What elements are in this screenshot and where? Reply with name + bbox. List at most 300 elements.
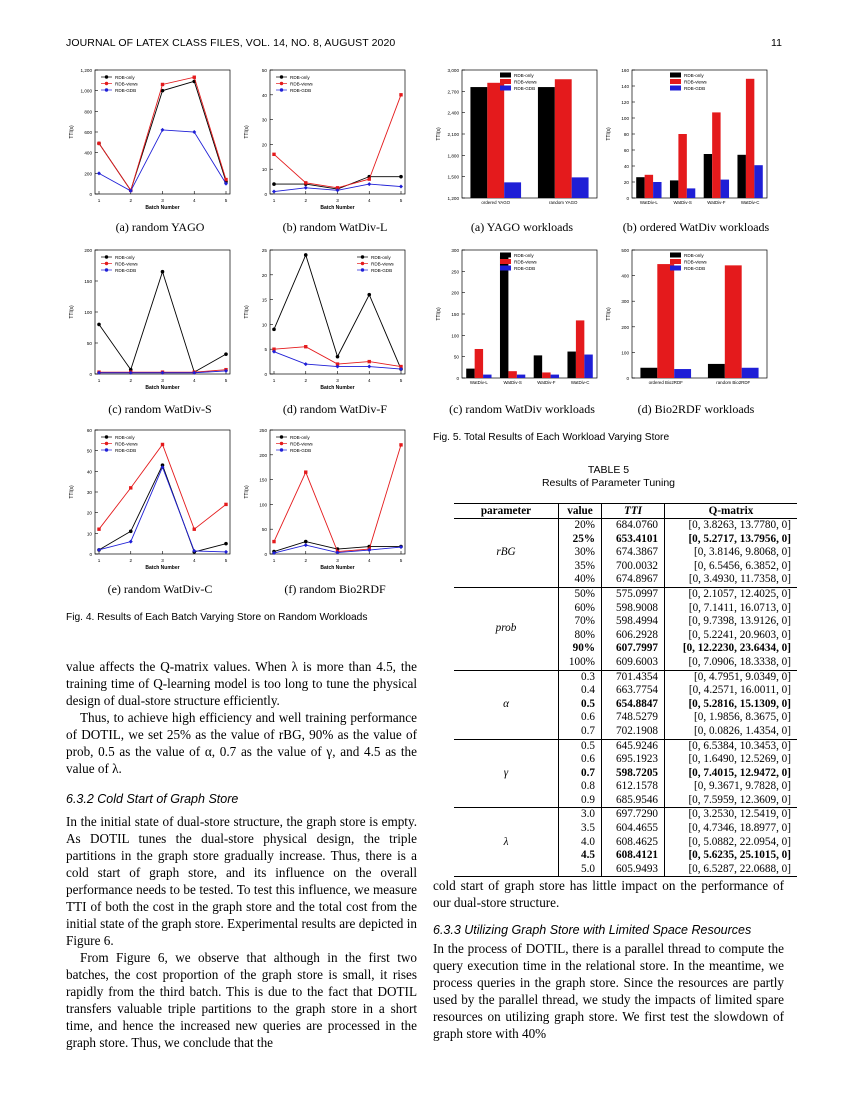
cell-qm: [0, 5.2816, 15.1309, 0]	[688, 697, 791, 710]
bar-rdb-gdb	[572, 177, 589, 198]
bar-rdb-gdb	[483, 375, 491, 378]
legend-marker	[361, 268, 364, 271]
line-chart-svg	[240, 246, 415, 396]
y-tick-label: 1,000	[80, 88, 92, 94]
legend-swatch	[670, 266, 681, 271]
point-rdb-gdb	[272, 190, 276, 194]
x-tick-label: 1	[272, 198, 276, 203]
point-rdb-only	[97, 323, 101, 327]
y-tick-label: 20	[261, 142, 267, 148]
x-axis-label: Batch Number	[320, 565, 355, 571]
legend-label: RDB-views	[290, 441, 313, 447]
x-category-label: ordered YAGO	[481, 200, 511, 205]
x-tick-label: 5	[224, 198, 228, 203]
legend-label: RDB-GDB	[514, 85, 536, 91]
cell-qm: [0, 6.5287, 22.0688, 0]	[688, 862, 791, 875]
legend-marker	[105, 255, 108, 258]
bar-rdb-views	[487, 83, 504, 198]
chart-ordered-watdiv-workloads	[602, 66, 777, 216]
legend-label: RDB-only	[290, 74, 310, 80]
point-rdb-views	[224, 178, 227, 181]
bar-rdb-gdb	[551, 375, 559, 378]
th-qmatrix: Q-matrix	[708, 505, 754, 517]
point-rdb-only	[129, 529, 133, 533]
legend-label: RDB-only	[290, 434, 310, 440]
point-rdb-gdb	[304, 186, 308, 190]
x-tick-label: 3	[336, 198, 339, 203]
bar-rdb-views	[508, 371, 516, 378]
legend-marker	[105, 448, 108, 451]
cell-val: 70%	[559, 615, 602, 629]
cell-tti: 612.1578	[602, 780, 665, 794]
chart-random-watdiv-c	[65, 426, 240, 576]
point-rdb-views	[161, 83, 164, 86]
x-tick-label: 2	[129, 378, 133, 383]
y-tick-label: 100	[621, 350, 629, 356]
cell-tti: 598.7205	[602, 767, 665, 781]
point-rdb-gdb	[224, 550, 228, 554]
cell-val: 3.0	[559, 808, 602, 822]
x-axis-label: Batch Number	[145, 385, 180, 391]
cell-qm: [0, 7.0906, 18.3338, 0]	[688, 655, 791, 668]
paragraph-settings: Thus, to achieve high efficiency and well training performance of DOTIL, we set 25% as the value of rBG, 90% as the value of prob, 0.5 as the value of α, 0.7 as the value of γ, and 4.5 as the value of λ.	[66, 710, 417, 776]
series-line-rdb-gdb	[99, 130, 226, 191]
cell-val: 0.3	[559, 670, 602, 684]
cell-val: 40%	[559, 573, 602, 587]
x-tick-label: 1	[97, 198, 101, 203]
legend-label: RDB-views	[684, 79, 707, 85]
cell-qm: [0, 9.7398, 13.9126, 0]	[688, 615, 791, 628]
y-axis-label: TTI(s)	[436, 307, 442, 321]
legend-marker	[105, 75, 108, 78]
y-tick-label: 0	[626, 196, 629, 201]
y-axis-label: TTI(s)	[69, 125, 75, 139]
cell-qm: [0, 7.1411, 16.0713, 0]	[688, 601, 791, 614]
legend-label: RDB-GDB	[684, 85, 706, 91]
x-tick-label: 2	[304, 558, 308, 563]
y-tick-label: 10	[261, 167, 267, 173]
bar-rdb-only	[470, 87, 487, 198]
cell-val: 50%	[559, 587, 602, 601]
y-tick-label: 0	[89, 372, 92, 377]
cell-qm: [0, 1.9856, 8.3675, 0]	[694, 711, 791, 724]
x-tick-label: 4	[367, 198, 371, 203]
legend-swatch	[500, 259, 511, 264]
y-axis-label: TTI(s)	[606, 307, 612, 321]
cell-val: 30%	[559, 546, 602, 560]
x-category-label: WatDiv-S	[673, 200, 692, 205]
legend-label: RDB-GDB	[684, 265, 706, 271]
x-tick-label: 1	[272, 378, 276, 383]
y-tick-label: 150	[84, 279, 92, 284]
bar-rdb-only	[534, 355, 542, 378]
y-tick-label: 30	[86, 490, 92, 495]
param-name: γ	[503, 766, 509, 779]
bar-rdb-only	[670, 180, 678, 198]
legend-marker	[105, 435, 108, 438]
param-name-cell	[454, 739, 559, 808]
point-rdb-only	[272, 182, 276, 186]
paragraph-limited-resources: In the process of DOTIL, there is a parallel thread to compute the query execution time in the relational store. In the meantime, we process queries in the graph store. Since the resources are partly used by the parallel thread, we study the impacts of limited spare resources on utilizing graph store. We first test the slowdown of graph store with 40%	[433, 941, 784, 1041]
cell-val: 4.0	[559, 836, 602, 850]
running-header: JOURNAL OF LATEX CLASS FILES, VOL. 14, NO. 8, AUGUST 2020	[66, 37, 396, 49]
table-row	[454, 670, 797, 684]
param-name-cell	[454, 587, 559, 670]
cell-tti: 654.8847	[602, 698, 665, 712]
bar-rdb-only	[500, 256, 508, 378]
cell-qm: [0, 4.7951, 9.0349, 0]	[694, 670, 791, 683]
right-column-text-2	[433, 940, 784, 1042]
cell-tti: 609.6003	[602, 656, 665, 670]
point-rdb-only	[304, 540, 308, 544]
point-rdb-views	[224, 503, 227, 506]
legend-label: RDB-only	[371, 254, 391, 260]
table-group	[454, 808, 797, 877]
bar-rdb-views	[725, 265, 742, 378]
point-rdb-views	[97, 528, 100, 531]
x-category-label: WatDiv-S	[503, 380, 522, 385]
cell-val: 0.5	[559, 739, 602, 753]
bar-chart-svg	[602, 246, 777, 396]
cell-val: 3.5	[559, 822, 602, 836]
point-rdb-views	[129, 486, 132, 489]
cell-tti: 685.9546	[602, 794, 665, 808]
param-name-cell	[454, 670, 559, 739]
x-tick-label: 5	[224, 558, 228, 563]
y-tick-label: 600	[84, 130, 92, 135]
cell-tti: 606.2928	[602, 629, 665, 643]
legend-label: RDB-only	[684, 252, 704, 258]
param-name: λ	[503, 835, 509, 848]
point-rdb-views	[368, 360, 371, 363]
legend-label: RDB-views	[684, 259, 707, 265]
y-tick-label: 2,400	[447, 110, 459, 116]
cell-tti: 701.4354	[602, 670, 665, 684]
table-group	[454, 670, 797, 739]
legend-label: RDB-views	[115, 441, 138, 447]
y-tick-label: 20	[261, 272, 267, 278]
x-tick-label: 2	[304, 198, 308, 203]
x-tick-label: 1	[97, 378, 101, 383]
cell-val: 4.5	[559, 849, 602, 863]
x-tick-label: 5	[399, 198, 403, 203]
point-rdb-gdb	[192, 130, 196, 134]
bar-chart-svg	[432, 66, 607, 216]
cell-val: 90%	[559, 642, 602, 656]
series-line-rdb-views	[274, 95, 401, 188]
series-line-rdb-views	[99, 444, 226, 529]
cell-val: 0.5	[559, 698, 602, 712]
y-tick-label: 80	[623, 132, 629, 137]
x-category-label: WatDiv-F	[707, 200, 726, 205]
x-tick-label: 4	[367, 558, 371, 563]
legend-label: RDB-views	[514, 259, 537, 265]
y-tick-label: 0	[264, 372, 267, 377]
point-rdb-views	[193, 76, 196, 79]
legend-swatch	[670, 79, 681, 84]
y-tick-label: 50	[86, 448, 92, 454]
chart-random-watdiv-l	[240, 66, 415, 216]
y-axis-label: TTI(s)	[244, 125, 250, 139]
cell-val: 80%	[559, 629, 602, 643]
point-rdb-gdb	[304, 362, 308, 366]
x-tick-label: 1	[97, 558, 101, 563]
y-tick-label: 50	[453, 354, 459, 360]
cell-val: 0.7	[559, 767, 602, 781]
cell-tti: 697.7290	[602, 808, 665, 822]
point-rdb-views	[399, 93, 402, 96]
x-axis-label: Batch Number	[145, 205, 180, 211]
section-heading-6-3-2: 6.3.2 Cold Start of Graph Store	[66, 792, 239, 806]
x-category-label: ordered Bio2RDF	[648, 380, 683, 385]
y-tick-label: 10	[261, 322, 267, 328]
point-rdb-gdb	[161, 128, 165, 132]
cell-tti: 645.9246	[602, 739, 665, 753]
bar-rdb-only	[640, 368, 657, 378]
y-axis-label: TTI(s)	[606, 127, 612, 141]
left-column-text	[66, 658, 417, 777]
table-caption	[433, 464, 784, 490]
bar-rdb-gdb	[517, 375, 525, 378]
x-tick-label: 3	[336, 378, 339, 383]
bar-rdb-only	[737, 155, 745, 198]
bar-rdb-gdb	[687, 188, 695, 198]
y-tick-label: 400	[621, 273, 629, 279]
bar-rdb-gdb	[721, 180, 729, 198]
legend-marker	[105, 262, 108, 265]
legend-label: RDB-views	[115, 261, 138, 267]
point-rdb-views	[304, 181, 307, 184]
left-column-text-2	[66, 813, 417, 1051]
point-rdb-views	[272, 153, 275, 156]
y-tick-label: 200	[84, 171, 92, 177]
bar-rdb-only	[567, 352, 575, 378]
y-tick-label: 25	[261, 248, 267, 253]
cell-qm: [0, 2.1057, 12.4025, 0]	[688, 587, 791, 600]
cell-tti: 608.4121	[602, 849, 665, 863]
cell-val: 35%	[559, 560, 602, 574]
y-axis-label: TTI(s)	[436, 127, 442, 141]
chart-random-watdiv-s	[65, 246, 240, 396]
cell-qm: [0, 4.2571, 16.0011, 0]	[688, 684, 791, 697]
cell-qm: [0, 6.5384, 10.3453, 0]	[688, 739, 791, 752]
th-parameter: parameter	[454, 504, 559, 519]
legend-marker	[105, 442, 108, 445]
section-heading-6-3-3: 6.3.3 Utilizing Graph Store with Limited Space Resources	[433, 923, 752, 937]
bar-rdb-views	[576, 320, 584, 378]
right-column-text	[433, 877, 784, 911]
th-value: value	[559, 504, 602, 519]
y-tick-label: 200	[84, 248, 92, 253]
y-tick-label: 100	[621, 116, 629, 121]
legend-marker	[361, 262, 364, 265]
cell-tti: 604.4655	[602, 822, 665, 836]
cell-tti: 575.0997	[602, 587, 665, 601]
x-category-label: WatDiv-C	[740, 200, 760, 205]
legend-marker	[280, 442, 283, 445]
cell-val: 60%	[559, 602, 602, 616]
y-tick-label: 40	[623, 164, 629, 169]
table-title: Results of Parameter Tuning	[541, 477, 676, 489]
caption-lc3: (c) random WatDiv-S	[108, 402, 212, 416]
point-rdb-gdb	[97, 548, 101, 552]
cell-tti: 702.1908	[602, 725, 665, 739]
y-tick-label: 150	[259, 477, 267, 483]
bar-rdb-only	[636, 177, 644, 198]
caption-lc4: (d) random WatDiv-F	[282, 402, 388, 416]
legend-swatch	[670, 86, 681, 91]
point-rdb-views	[272, 540, 275, 543]
cell-tti: 695.1923	[602, 753, 665, 767]
y-tick-label: 100	[451, 333, 459, 339]
y-tick-label: 40	[86, 469, 92, 475]
point-rdb-views	[193, 528, 196, 531]
cell-tti: 700.0032	[602, 560, 665, 574]
paragraph-lambda: value affects the Q-matrix values. When λ is more than 4.5, the training time of Q-learning model is too long to tune the physical design of dual-store structure efficiently.	[66, 659, 417, 708]
cell-qm: [0, 12.2230, 23.6434, 0]	[682, 642, 791, 655]
point-rdb-views	[368, 177, 371, 180]
param-name-cell	[454, 808, 559, 877]
legend-label: RDB-only	[514, 72, 534, 78]
bar-rdb-views	[645, 175, 653, 198]
point-rdb-gdb	[367, 182, 371, 186]
bar-rdb-only	[466, 369, 474, 378]
point-rdb-only	[224, 542, 228, 546]
line-chart-svg	[65, 66, 240, 216]
line-chart-svg	[240, 426, 415, 576]
cell-qm: [0, 7.4015, 12.9472, 0]	[688, 766, 791, 779]
cell-val: 0.4	[559, 684, 602, 698]
y-axis-label: TTI(s)	[244, 305, 250, 319]
y-tick-label: 60	[86, 428, 92, 433]
x-tick-label: 5	[399, 378, 403, 383]
bar-rdb-gdb	[504, 182, 521, 198]
x-tick-label: 1	[272, 558, 276, 563]
caption-lc1: (a) random YAGO	[115, 220, 205, 234]
y-tick-label: 50	[261, 68, 267, 73]
cell-qm: [0, 3.8146, 9.8068, 0]	[694, 546, 791, 559]
x-tick-label: 3	[161, 558, 164, 563]
cell-val: 25%	[559, 533, 602, 547]
caption-lc2: (b) random WatDiv-L	[282, 220, 388, 234]
line-chart-svg	[240, 66, 415, 216]
legend-label: RDB-GDB	[115, 87, 137, 93]
x-tick-label: 2	[129, 198, 133, 203]
legend-marker	[280, 75, 283, 78]
legend-marker	[280, 435, 283, 438]
y-tick-label: 250	[451, 269, 459, 275]
cell-val: 0.6	[559, 711, 602, 725]
parameter-table	[454, 503, 797, 877]
x-tick-label: 3	[161, 198, 164, 203]
x-tick-label: 4	[192, 558, 196, 563]
y-tick-label: 20	[86, 510, 92, 516]
table-group	[454, 739, 797, 808]
chart-random-yago	[65, 66, 240, 216]
point-rdb-views	[304, 470, 307, 473]
param-name-cell	[454, 519, 559, 588]
cell-qm: [0, 5.0882, 22.0954, 0]	[688, 835, 791, 848]
cell-tti: 684.0760	[602, 519, 665, 533]
bar-rdb-views	[555, 79, 572, 198]
table-header-row	[454, 504, 797, 519]
y-tick-label: 0	[89, 192, 92, 197]
bar-rdb-gdb	[653, 182, 661, 198]
th-tti: TTI	[602, 504, 665, 519]
chart-yago-workloads	[432, 66, 607, 216]
x-tick-label: 4	[367, 378, 371, 383]
y-tick-label: 1,200	[80, 68, 92, 73]
cell-qm: [0, 6.5456, 6.3852, 0]	[694, 559, 791, 572]
bar-rdb-gdb	[742, 368, 759, 378]
y-tick-label: 60	[623, 148, 629, 153]
chart-random-watdiv-workloads	[432, 246, 607, 396]
cell-qm: [0, 3.4930, 11.7358, 0]	[688, 573, 791, 586]
y-tick-label: 1,200	[447, 196, 459, 201]
bar-rdb-only	[708, 364, 725, 378]
y-tick-label: 100	[259, 502, 267, 508]
cell-val: 5.0	[559, 863, 602, 877]
point-rdb-views	[97, 142, 100, 145]
bar-rdb-only	[704, 154, 712, 198]
x-category-label: WatDiv-L	[639, 200, 658, 205]
y-tick-label: 0	[89, 552, 92, 557]
point-rdb-views	[161, 443, 164, 446]
x-tick-label: 5	[399, 558, 403, 563]
x-axis-label: Batch Number	[320, 205, 355, 211]
paragraph-conclusion: cold start of graph store has little impact on the performance of our dual-store structure.	[433, 878, 784, 910]
x-category-label: random Bio2RDF	[716, 380, 751, 385]
point-rdb-gdb	[97, 171, 101, 175]
point-rdb-only	[161, 270, 165, 274]
series-line-rdb-only	[99, 81, 226, 190]
paragraph-figure6: From Figure 6, we observe that although in the first two batches, the cost proportion of the graph store is small, it rises rapidly from the third batch. This is due to the fact that DOTIL transfers valuable triple partitions to the graph store in a short time, and hence the increased new queries are processed in the graph store. Thus, we conclude that the	[66, 950, 417, 1050]
legend-label: RDB-GDB	[115, 267, 137, 273]
y-tick-label: 0	[264, 552, 267, 557]
y-tick-label: 20	[623, 180, 629, 185]
cell-qm: [0, 4.7346, 18.8977, 0]	[688, 822, 791, 835]
x-axis-label: Batch Number	[320, 385, 355, 391]
y-tick-label: 50	[86, 341, 92, 346]
point-rdb-views	[399, 443, 402, 446]
x-tick-label: 5	[224, 378, 228, 383]
y-tick-label: 40	[261, 92, 267, 98]
legend-label: RDB-GDB	[290, 447, 312, 453]
bar-chart-svg	[602, 66, 777, 216]
table-row	[454, 808, 797, 822]
cell-qm: [0, 9.3671, 9.7828, 0]	[694, 780, 791, 793]
point-rdb-gdb	[129, 540, 133, 544]
y-tick-label: 250	[259, 428, 267, 433]
caption-lc5: (e) random WatDiv-C	[107, 582, 213, 596]
cell-tti: 674.3867	[602, 546, 665, 560]
legend-swatch	[670, 253, 681, 258]
bar-chart-svg	[432, 246, 607, 396]
x-tick-label: 3	[161, 378, 164, 383]
cell-qm: [0, 5.2717, 13.7956, 0]	[688, 532, 791, 545]
fig4-caption: Fig. 4. Results of Each Batch Varying Store on Random Workloads	[66, 612, 368, 623]
cell-tti: 608.4625	[602, 836, 665, 850]
cell-tti: 674.8967	[602, 573, 665, 587]
bar-rdb-gdb	[754, 165, 762, 198]
legend-swatch	[500, 86, 511, 91]
cell-qm: [0, 3.8263, 13.7780, 0]	[688, 519, 791, 531]
x-category-label: WatDiv-C	[570, 380, 590, 385]
line-chart-svg	[65, 426, 240, 576]
y-tick-label: 400	[84, 150, 92, 156]
bar-rdb-only	[538, 87, 555, 198]
cell-val: 100%	[559, 656, 602, 670]
